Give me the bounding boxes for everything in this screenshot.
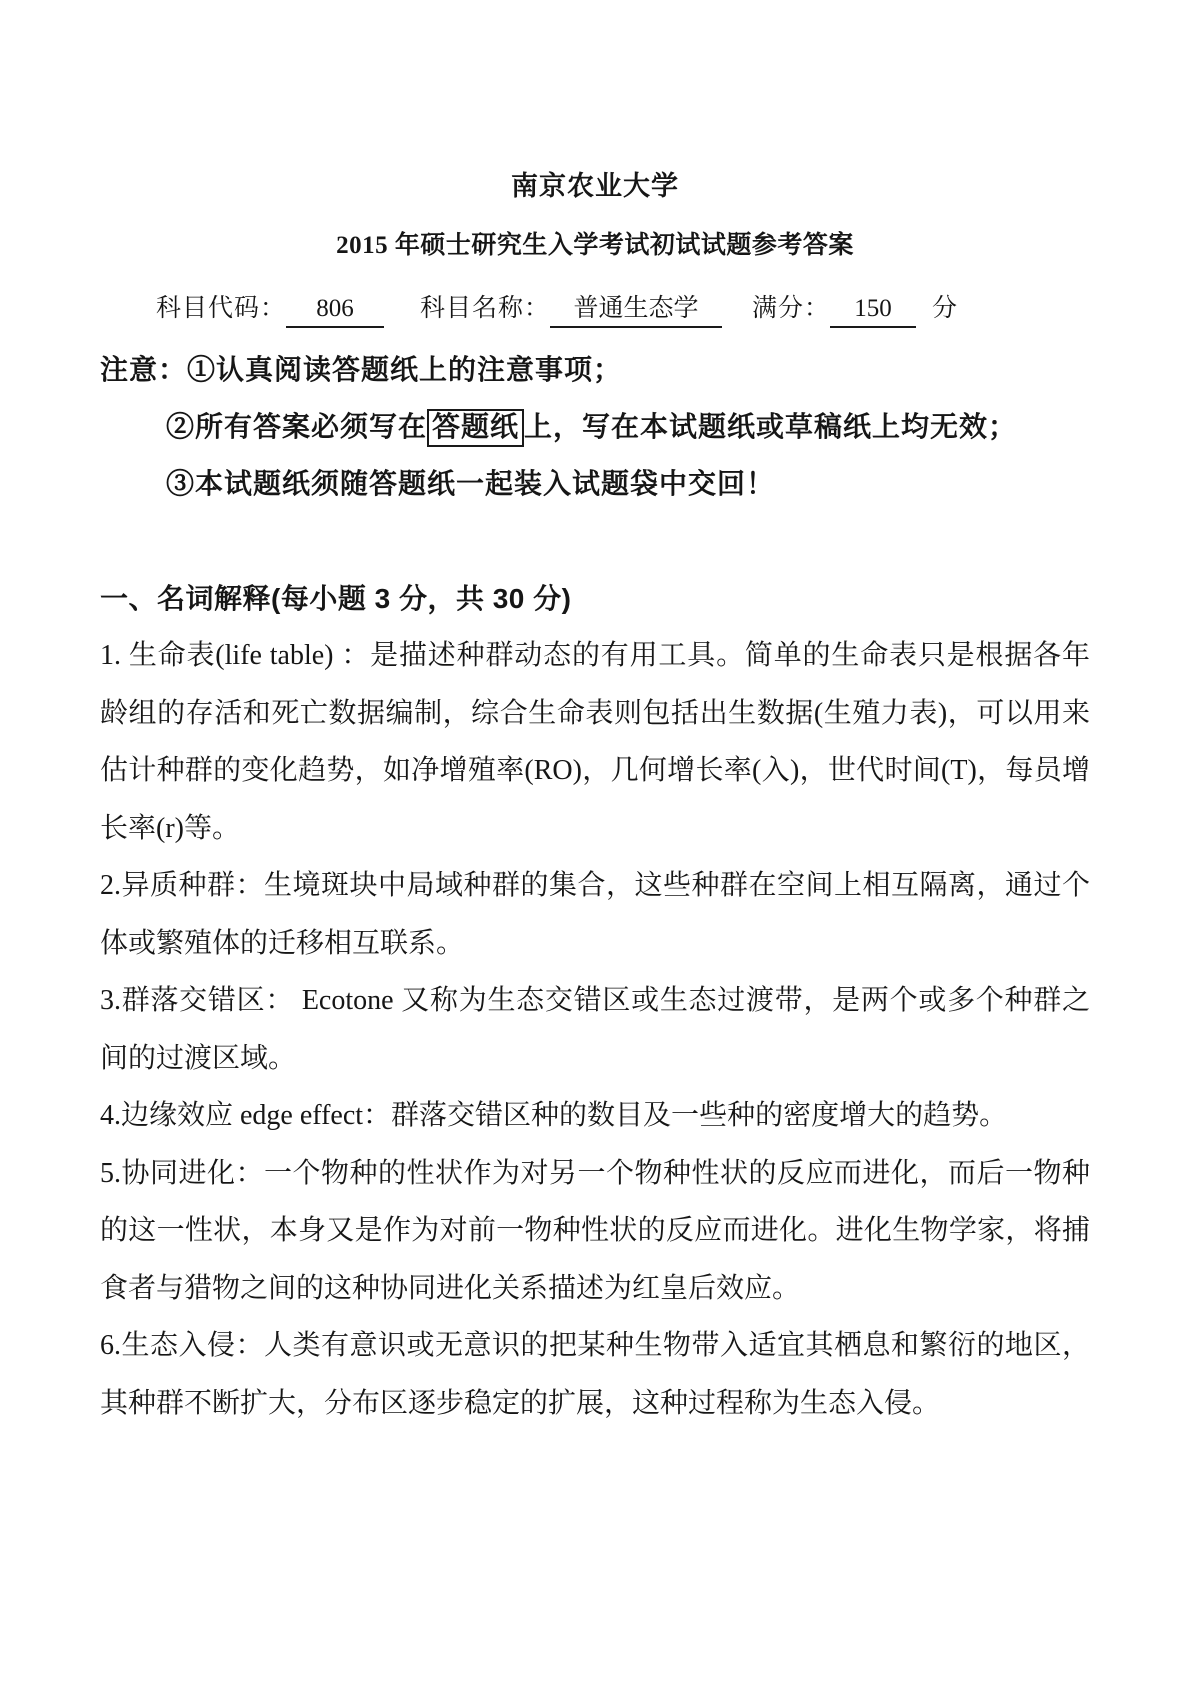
full-score-label: 满分： bbox=[752, 295, 831, 322]
notice-item-1 bbox=[100, 342, 1090, 399]
subject-code-label: 科目代码： bbox=[156, 295, 287, 322]
full-score-unit: 分 bbox=[932, 295, 959, 322]
definition-item-2: 2.异质种群：生境斑块中局域种群的集合，这些种群在空间上相互隔离，通过个体或繁殖体的迁移相互联系。 bbox=[100, 870, 1090, 959]
section-one-heading: 一、名词解释(每小题 3 分，共 30 分) bbox=[100, 583, 572, 614]
definitions-list bbox=[100, 627, 1090, 1432]
subject-code-value: 806 bbox=[286, 292, 384, 328]
definition-item-3: 3.群落交错区： Ecotone 又称为生态交错区或生态过渡带，是两个或多个种群之间的过渡区域。 bbox=[100, 985, 1090, 1074]
notice-item-2-before: ②所有答案必须写在 bbox=[166, 412, 428, 443]
notice-item-1-text: ①认真阅读答题纸上的注意事项； bbox=[187, 355, 623, 386]
full-score-value: 150 bbox=[830, 292, 916, 328]
definition-item-6: 6.生态入侵：人类有意识或无意识的把某种生物带入适宜其栖息和繁衍的地区，其种群不断扩大，分布区逐步稳定的扩展，这种过程称为生态入侵。 bbox=[100, 1330, 1090, 1419]
university-title: 南京农业大学 bbox=[511, 171, 679, 201]
definition-item-4: 4.边缘效应 edge effect：群落交错区种的数目及一些种的密度增大的趋势。 bbox=[100, 1100, 1008, 1131]
subject-name-label: 科目名称： bbox=[420, 295, 551, 322]
notice-label: 注意： bbox=[100, 355, 188, 386]
subject-name-value: 普通生态学 bbox=[550, 292, 722, 328]
answer-sheet-boxed-term: 答题纸 bbox=[427, 409, 524, 447]
notice-item-3: ③本试题纸须随答题纸一起装入试题袋中交回！ bbox=[166, 469, 776, 500]
subject-meta-line bbox=[100, 290, 1090, 328]
notice-item-2-after: 上，写在本试题纸或草稿纸上均无效； bbox=[524, 412, 1018, 443]
document-subtitle: 2015 年硕士研究生入学考试初试试题参考答案 bbox=[336, 232, 854, 259]
notice-item-2 bbox=[100, 399, 1090, 456]
notice-block bbox=[100, 342, 1090, 513]
definition-item-5: 5.协同进化：一个物种的性状作为对另一个物种性状的反应而进化，而后一物种的这一性状，本身又是作为对前一物种性状的反应而进化。进化生物学家，将捕食者与猎物之间的这种协同进化关系描述为红皇后效应。 bbox=[100, 1157, 1090, 1304]
definition-item-1: 1. 生命表(life table) ：是描述种群动态的有用工具。简单的生命表只是根据各年龄组的存活和死亡数据编制，综合生命表则包括出生数据(生殖力表)，可以用来估计种群的变化趋势，如净增殖率(RO)，几何增长率(入)，世代时间(T)，每员增长率(r)等。 bbox=[100, 640, 1090, 844]
